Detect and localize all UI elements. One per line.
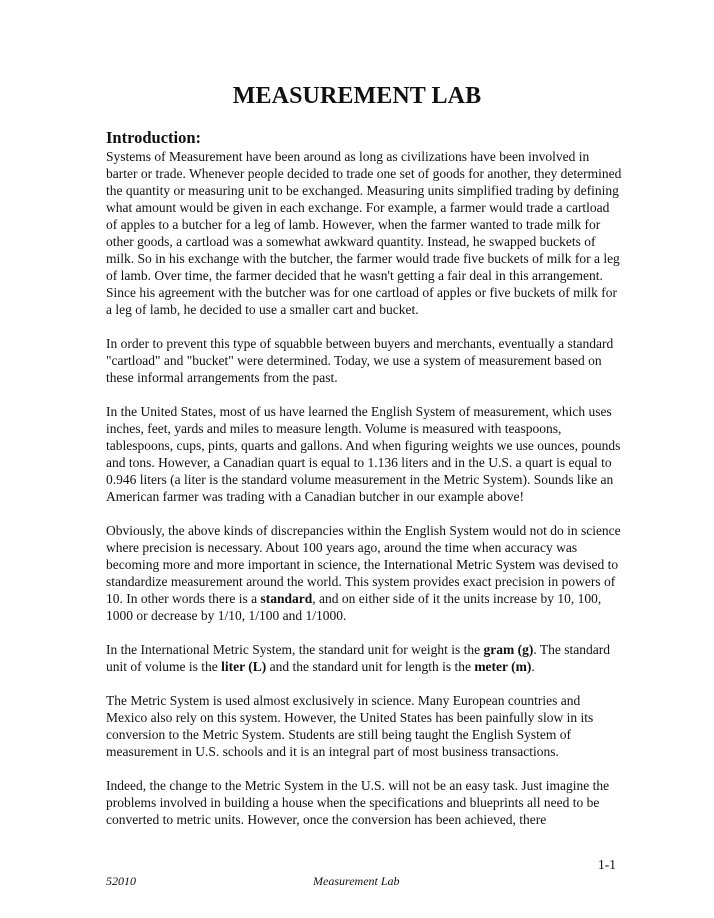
paragraph-4-text-before: Obviously, the above kinds of discrepancies within the English System would not do in science where precision is necessary. About 100 years ago, around the time when accuracy was becoming more and more important in science, the International Metric System was devised to standardize measurement around the world. This system provides exact precision in powers of 10. In other words there is a [106, 523, 621, 606]
paragraph-6: The Metric System is used almost exclusively in science. Many European countries and Mexico also rely on this system. However, the United States has been painfully slow in its conversion to the Metric System. Students are still being taught the English System of measurement in U.S. schools and it is an integral part of most business transactions. [106, 693, 594, 759]
paragraph-5-bold-meter: meter (m) [474, 659, 532, 674]
paragraph-5-text-3: and the standard unit for length is the [266, 659, 475, 674]
paragraph-5-bold-liter: liter (L) [221, 659, 267, 674]
page-title: MEASUREMENT LAB [232, 83, 482, 109]
paragraph-4-text-after: , and on either side of it the units increase by 10, 100, 1000 or decrease by 1/10, 1/100 and 1/1000. [106, 591, 602, 623]
paragraph-5 [106, 641, 624, 675]
paragraph-4 [106, 522, 624, 624]
paragraph-4-bold-standard: standard [260, 591, 313, 606]
footer-title: Measurement Lab [313, 874, 400, 888]
footer-document-code: 52010 [106, 874, 136, 888]
paragraph-5-text-2: . The standard unit of volume is the [106, 642, 611, 674]
document-body [106, 127, 624, 845]
paragraph-5-bold-gram: gram (g) [483, 642, 534, 657]
paragraph-2: In order to prevent this type of squabble between buyers and merchants, eventually a standard "cartload" and "bucket" were determined. Today, we use a system of measurement based on these informal arrangements from the past. [106, 336, 614, 385]
paragraph-5-text-4: . [531, 659, 535, 674]
paragraph-5-text-1: In the International Metric System, the standard unit for weight is the [106, 642, 484, 657]
section-heading-introduction: Introduction: [106, 128, 202, 147]
paragraph-7: Indeed, the change to the Metric System in the U.S. will not be an easy task. Just imagine the problems involved in building a house when the specifications and blueprints all need to be converted to metric units. However, once the conversion has been achieved, there [106, 778, 610, 827]
paragraph-3: In the United States, most of us have learned the English System of measurement, which uses inches, feet, yards and miles to measure length. Volume is measured with teaspoons, tablespoons, cups, pints, quarts and gallons. And when figuring weights we use ounces, pounds and tons. However, a Canadian quart is equal to 1.136 liters and in the U.S. a quart is equal to 0.946 liters (a liter is the standard volume measurement in the Metric System). Sounds like an American farmer was trading with a Canadian butcher in our example above! [106, 404, 621, 504]
page-number: 1-1 [598, 857, 616, 872]
paragraph-1: Systems of Measurement have been around as long as civilizations have been involved in barter or trade. Whenever people decided to trade one set of goods for another, they determined the quantity or measuring unit to be exchanged. Measuring units simplified trading by defining what amount would be given in each exchange. For example, a farmer would trade a cartload of apples to a butcher for a leg of lamb. However, when the farmer wanted to trade milk for other goods, a cartload was a somewhat awkward quantity. Instead, he swapped buckets of milk. So in his exchange with the butcher, the farmer would trade five buckets of milk for a leg of lamb. Over time, the farmer decided that he wasn't getting a fair deal in this arrangement. Since his agreement with the butcher was for one cartload of apples or five buckets of milk for a leg of lamb, he decided to use a smaller cart and bucket. [106, 149, 622, 317]
